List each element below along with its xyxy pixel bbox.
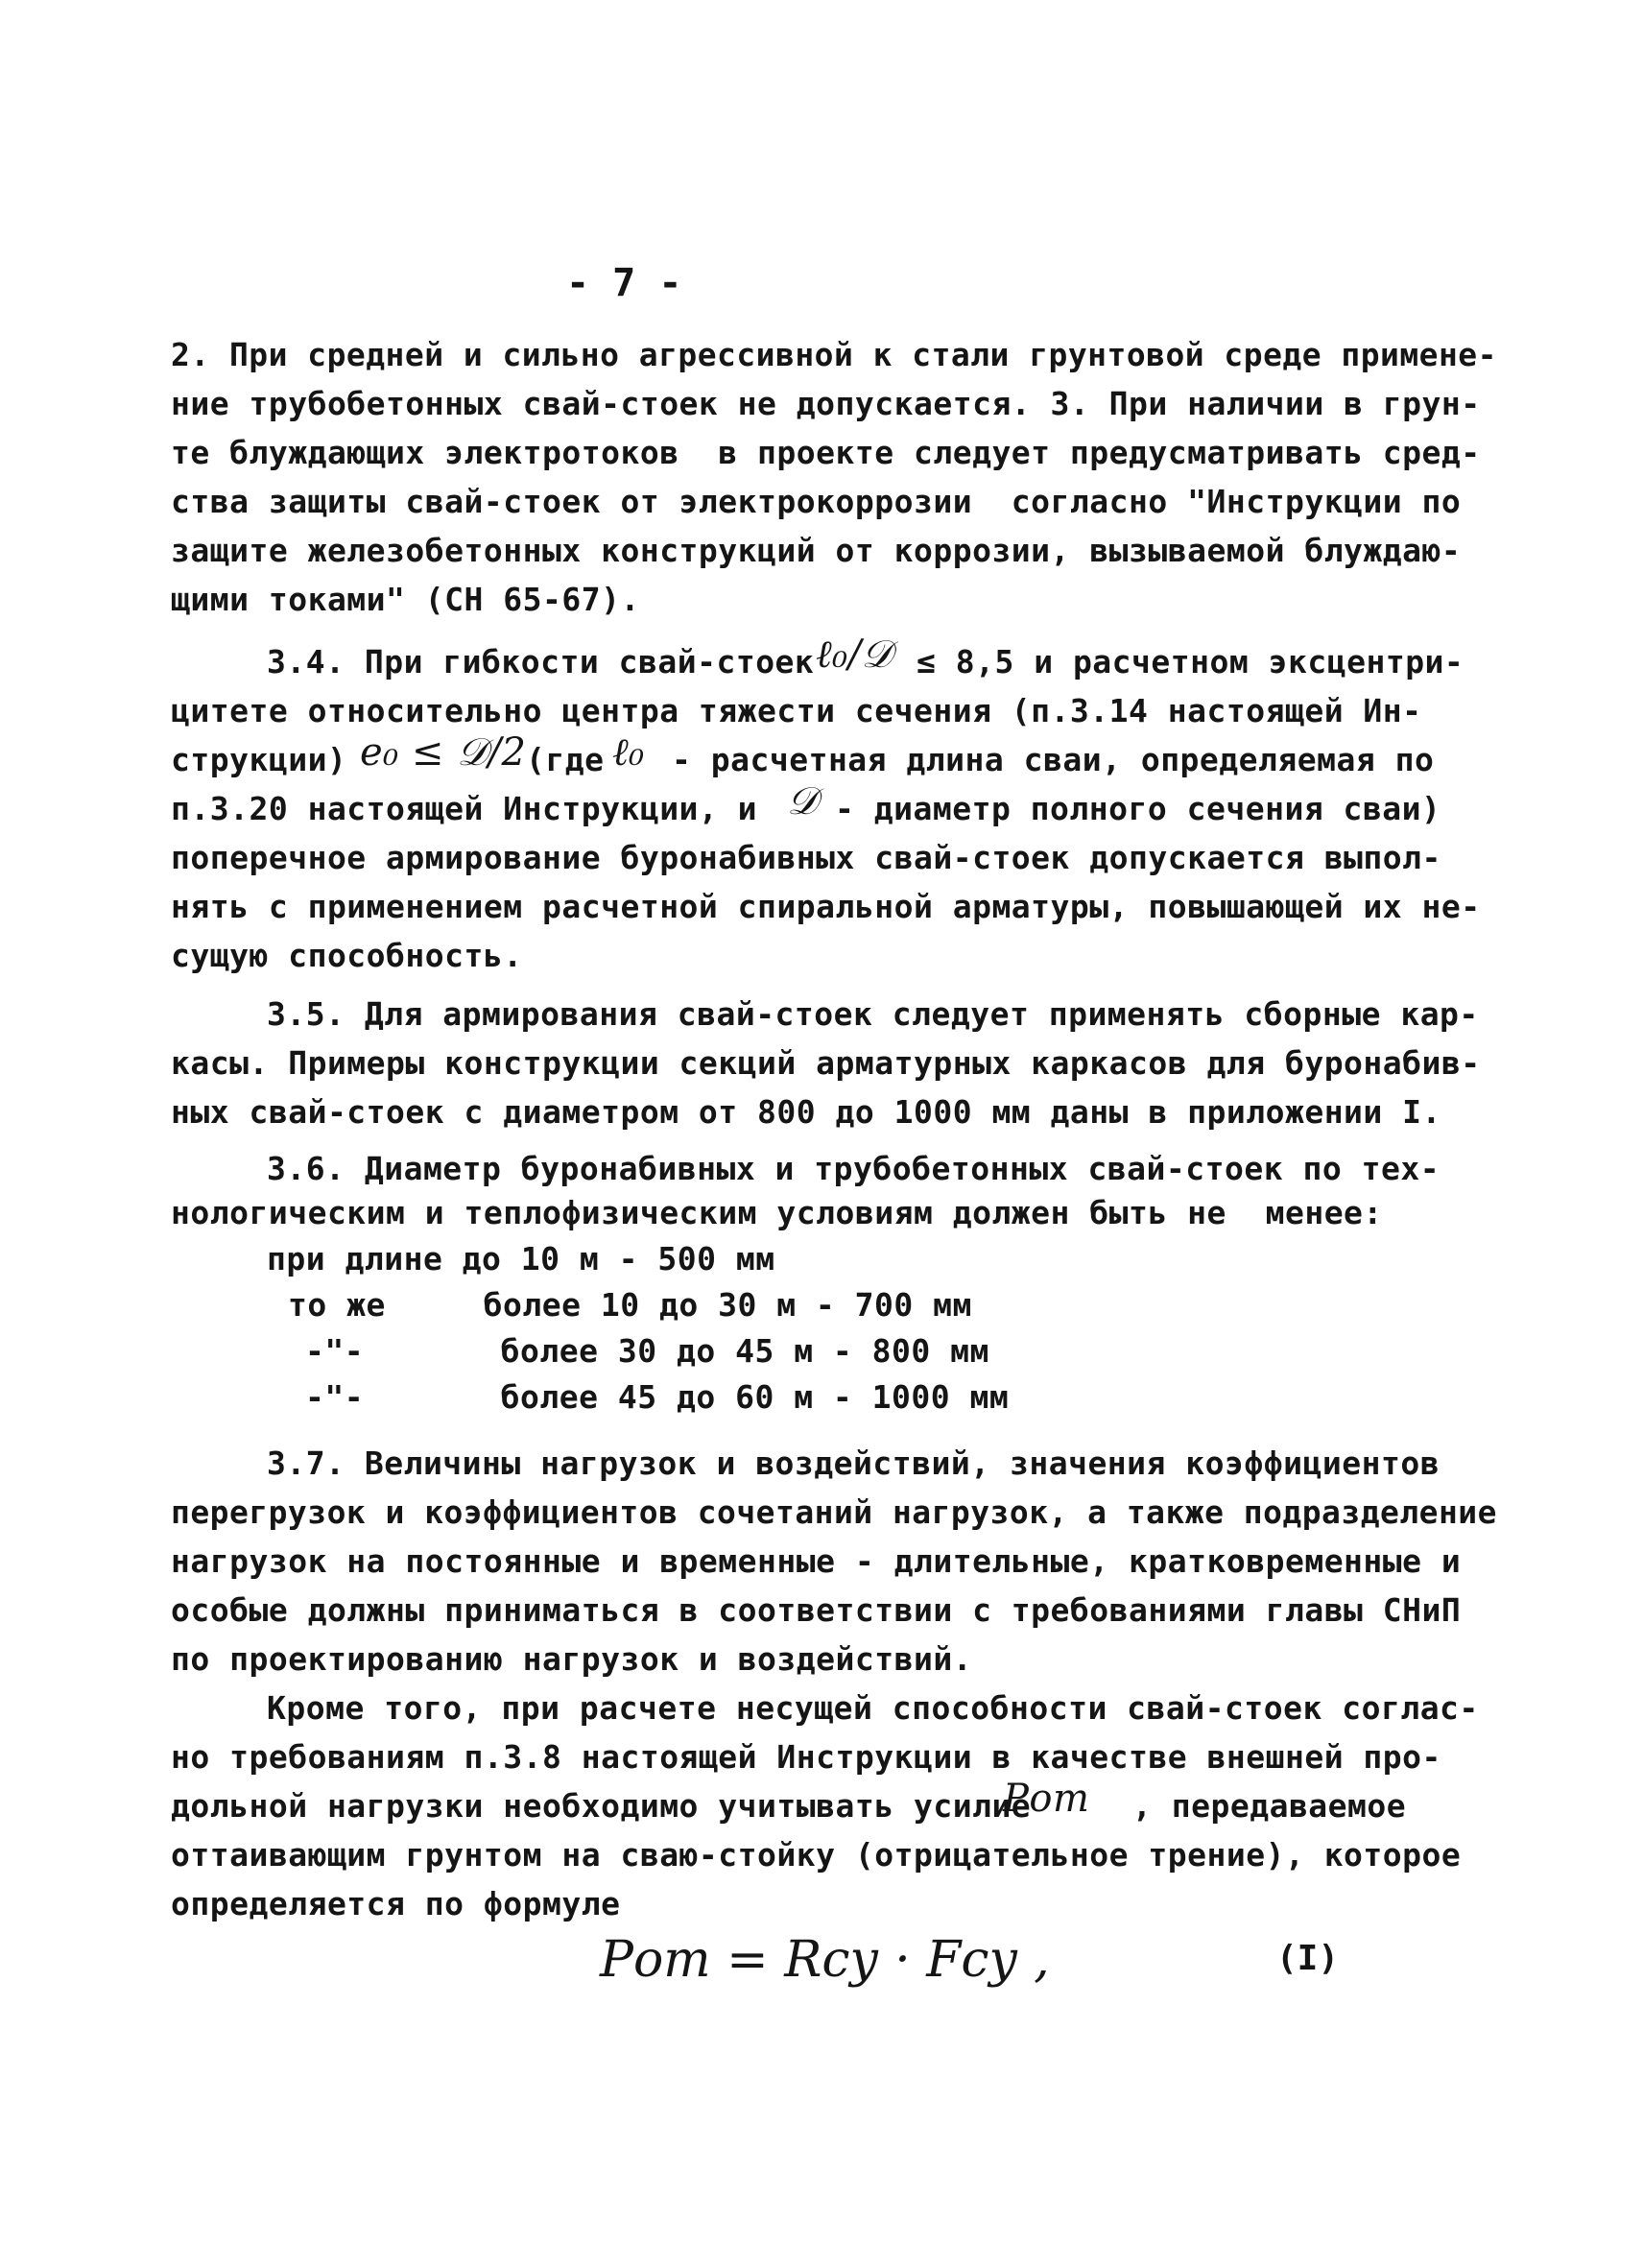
negative-friction-formula: Pот = Rсу · Fсу , [600,1931,1050,1989]
text-line: нологическим и теплофизическим условиям должен быть не менее: [171,1194,1383,1231]
text-line: по проектированию нагрузок и воздействий. [171,1640,973,1678]
text-line: Кроме того, при расчете несущей способности свай-стоек соглас- [267,1689,1479,1727]
text-line: 3.6. Диаметр буронабивных и трубобетонных свай-стоек по тех- [267,1150,1441,1187]
text-line: цитете относительно центра тяжести сечения (п.3.14 настоящей Ин- [171,692,1422,729]
pot-symbol: Pот [1003,1777,1090,1821]
text-line: сущую способность. [171,937,523,974]
text-line: при длине до 10 м - 500 мм [267,1240,775,1277]
text-line: защите железобетонных конструкций от коррозии, вызываемой блуждаю- [171,532,1462,569]
text-line: оттаивающим грунтом на сваю-стойку (отрицательное трение), которое [171,1836,1462,1874]
text-line: определяется по формуле [171,1885,621,1922]
text-line: 2. При средней и сильно агрессивной к стали грунтовой среде примене- [171,336,1497,373]
text-line: 3.4. При гибкости свай-стоек [267,643,815,680]
text-line: -"- более 45 до 60 м - 1000 мм [305,1378,1010,1416]
eccentricity-formula: e₀ ≤ 𝒟/2 [360,730,527,775]
text-line: 3.7. Величины нагрузок и воздействий, значения коэффициентов [267,1444,1441,1482]
l0-symbol: ℓ₀ [612,730,645,775]
text-line: ства защиты свай-стоек от электрокоррозии согласно "Инструкции по [171,483,1462,520]
text-line: те блуждающих электротоков в проекте следует предусматривать сред- [171,434,1481,471]
text-line: поперечное армирование буронабивных свай-стоек допускается выпол- [171,839,1441,876]
text-line: - диаметр полного сечения сваи) [835,790,1441,827]
text-line: касы. Примеры конструкции секций арматурных каркасов для буронабив- [171,1044,1481,1082]
text-line: струкции) [171,741,347,778]
text-line: ≤ 8,5 и расчетном эксцентри- [917,643,1464,680]
text-line: -"- более 30 до 45 м - 800 мм [305,1332,989,1370]
formula-number: (I) [1276,1939,1340,1978]
text-line: нагрузок на постоянные и временные - длительные, кратковременные и [171,1542,1462,1580]
d-symbol: 𝒟 [787,779,819,824]
text-line: то же более 10 до 30 м - 700 мм [288,1286,972,1324]
text-line: (где [526,741,605,778]
text-line: ние трубобетонных свай-стоек не допускается. 3. При наличии в грун- [171,385,1481,422]
text-line: , передаваемое [1132,1787,1407,1825]
text-line: щими токами" (СН 65-67). [171,581,640,618]
text-line: 3.5. Для армирования свай-стоек следует применять сборные кар- [267,995,1479,1033]
text-line: дольной нагрузки необходимо учитывать усилие [171,1787,1032,1825]
page-number: - 7 - [566,261,682,305]
text-line: - расчетная длина сваи, определяемая по [672,741,1435,778]
text-line: нять с применением расчетной спиральной арматуры, повышающей их не- [171,888,1481,925]
text-line: перегрузок и коэффициентов сочетаний нагрузок, а также подразделение [171,1493,1497,1531]
text-line: особые должны приниматься в соответствии с требованиями главы СНиП [171,1591,1462,1629]
text-line: но требованиям п.3.8 настоящей Инструкции в качестве внешней про- [171,1738,1441,1776]
text-line: п.3.20 настоящей Инструкции, и [171,790,758,827]
slenderness-formula: ℓ₀/𝒟 [816,633,893,677]
text-line: ных свай-стоек с диаметром от 800 до 1000 мм даны в приложении I. [171,1093,1441,1131]
